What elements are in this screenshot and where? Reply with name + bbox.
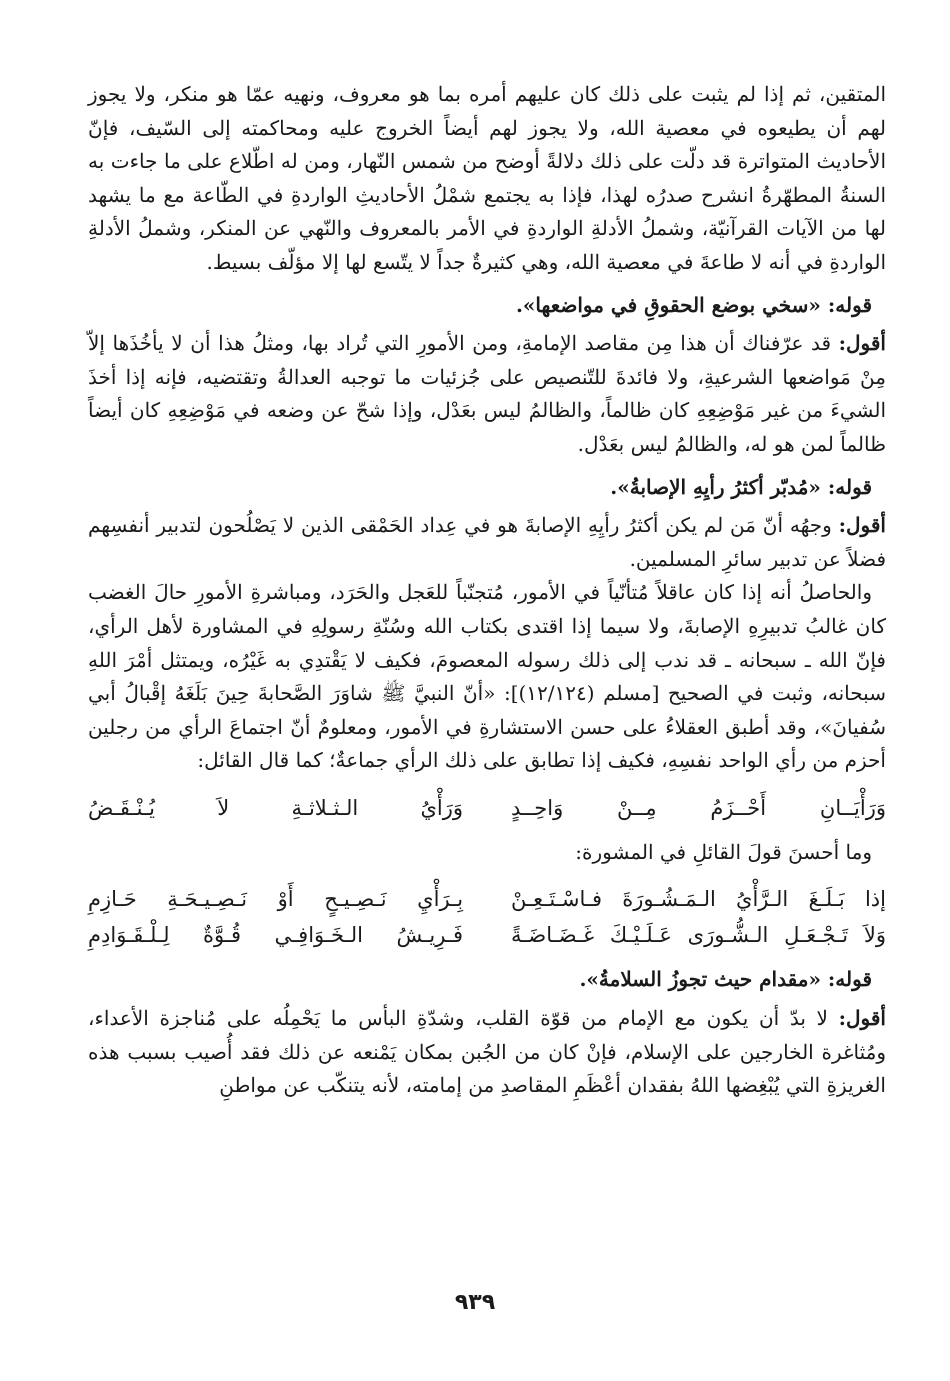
verse-first-hemistich: وَرَأْيَــانِ أَحْــزَمُ مِــنْ وَاحِــدٍ [510,795,886,820]
aqul-label: أقول: [838,1006,886,1031]
qawl-heading-3 [88,963,872,997]
qawl-label: قوله: [827,292,872,317]
qawl-heading-1 [88,289,872,323]
qawl-heading-2 [88,471,872,505]
aqul-text: لا بدّ أن يكون مع الإمام من قوّة القلب، وشدّةِ البأس ما يَحْمِلُه على مُناجزة الأعداء، ومُثاغرة الخارجين على الإسلام، فإنْ كان من الجُبن بمكان يَمْنعه عن ذلك فقد أُصيب بسبب هذه الغريزةِ التي يُبْغِضها اللهُ بفقدان أعْظَمِ المقاصدِ من إمامته، لأنه يتنكّب عن مواطنِ [88,1006,886,1098]
qawl-quote: «مقدام حيث تجوزُ السلامةُ». [579,967,821,992]
opening-paragraph: المتقين، ثم إذا لم يثبت على ذلك كان عليهم أمره بما هو معروف، ونهيه عمّا هو منكر، ولا يجوز لهم أن يطيعوه في معصية الله، ولا يجوز لهم أيضاً الخروج عليه ومحاكمته إلى السّيف، فإنّ الأحاديث المتواترة قد دلّت على ذلك دلالةً أوضح من شمس النّهار، ومن له اطّلاع على ما جاءت به السنةُ المطهّرةُ انشرح صدرُه لهذا، فإذا به يجتمع شمْلُ الأحاديثِ الواردةِ في الطّاعة مع ما يشهد لها من الآيات القرآنيّة، وشملُ الأدلةِ الواردةِ في الأمر بالمعروف والنّهي عن المنكر، وشملُ الأدلةِ الواردةِ في أنه لا طاعةَ في معصية الله، وهي كثيرةٌ جداً لا يتّسع لها إلا مؤلّف بسيط. [88,82,887,274]
poem-verse [88,917,886,953]
poem-verse-block-1 [88,790,886,826]
poem-intro-line: وما أحسنَ قولَ القائلِ في المشورة: [575,839,872,864]
poem-verse-block-2 [88,881,886,953]
aqul-label: أقول: [838,331,886,356]
verse-second-hemistich: بِـرَأْيِ نَـصِـيـحٍ أَوْ نَـصِـيـحَـةِ حَـازِمِ [88,887,464,912]
aqul-label: أقول: [838,513,886,538]
verse-second-hemistich: وَرَأْيُ الـثـلاثـةِ لاَ يُـنْـقَـضُ [88,795,464,820]
qawl-quote: «سخي بوضع الحقوقِ في مواضعها». [515,292,821,317]
aqul-text: قد عرّفناك أن هذا مِن مقاصد الإمامةِ، ومن الأمورِ التي تُراد بها، ومثلُ هذا أن لا يأخُذَها إلاّ مِنْ مَواضعها الشرعيةِ، ولا فائدةَ للتّنصيص على جُزئيات ما توجبه العدالةُ وتقتضيه، فإنه إذا أخذَ الشيءَ من غير مَوْضِعِهِ كان ظالماً، والظالمُ ليس بعَدْل، وإذا شحّ عن وضعه في مَوْضِعِهِ كان أيضاً ظالماً لمن هو له، والظالمُ ليس بعَدْل. [88,331,886,456]
qawl-label: قوله: [827,967,872,992]
poem-verse [88,881,886,917]
aqul-paragraph-2 [88,509,886,576]
poem-verse [88,790,886,826]
summary-paragraph: والحاصلُ أنه إذا كان عاقلاً مُتأنّياً في الأمور، مُتجنّباً للعَجل والحَرَد، ومباشرةِ الأمورِ حالَ الغضب كان غالبُ تدبيرِهِ الإصابةَ، ولا سيما إذا اقتدى بكتاب الله وسُنّةِ رسولِهِ في المشاورة لأهل الرأي، فإنّ الله ـ سبحانه ـ قد ندب إلى ذلك رسوله المعصومَ، فكيف لا يَقْتدِي به غَيْرُه، ويمتثل أمْرَ اللهِ سبحانه، وثبت في الصحيح [مسلم (١٢/١٢٤)]: «أنّ النبيَّ ﷺ شاوَرَ الصَّحابةَ حِينَ بَلَغَهُ إقْبالُ أبي سُفيانَ»، وقد أطبق العقلاءُ على حسن الاستشارةِ في الأمور، ومعلومٌ أنّ اجتماعَ الرأي من رجلين أحزم من رأي الواحد نفسِهِ، فكيف إذا تطابق على ذلك الرأي جماعةٌ؛ كما قال القائل: [88,580,886,773]
page-body [88,78,886,1103]
aqul-text: وجهُه أنّ مَن لم يكن أكثرُ رأيِهِ الإصابةَ هو في عِداد الحَمْقى الذين لا يَصْلُحون لتدبير أنفسِهم فضلاً عن تدبير سائرِ المسلمين. [88,513,886,571]
verse-second-hemistich: فَـرِيـشُ الـخَـوَافِـي قُـوَّةٌ لِـلْـقَـوَادِمِ [88,923,464,948]
qawl-label: قوله: [827,474,872,499]
aqul-paragraph-1 [88,327,886,461]
qawl-quote: «مُدبّر أكثرُ رأيِهِ الإصابةُ». [610,474,821,499]
aqul-paragraph-3 [88,1002,886,1103]
verse-first-hemistich: وَلاَ تَـجْـعَـلِ الـشُّـورَى عَـلَـيْـكَ غَـضَـاضَـةً [510,923,886,948]
verse-first-hemistich: إذا بَـلَـغَ الـرَّأْيُ الـمَـشُـورَةَ فـاسْـتَـعِـنْ [510,887,886,912]
page-number: ٩٣٩ [454,1290,496,1315]
